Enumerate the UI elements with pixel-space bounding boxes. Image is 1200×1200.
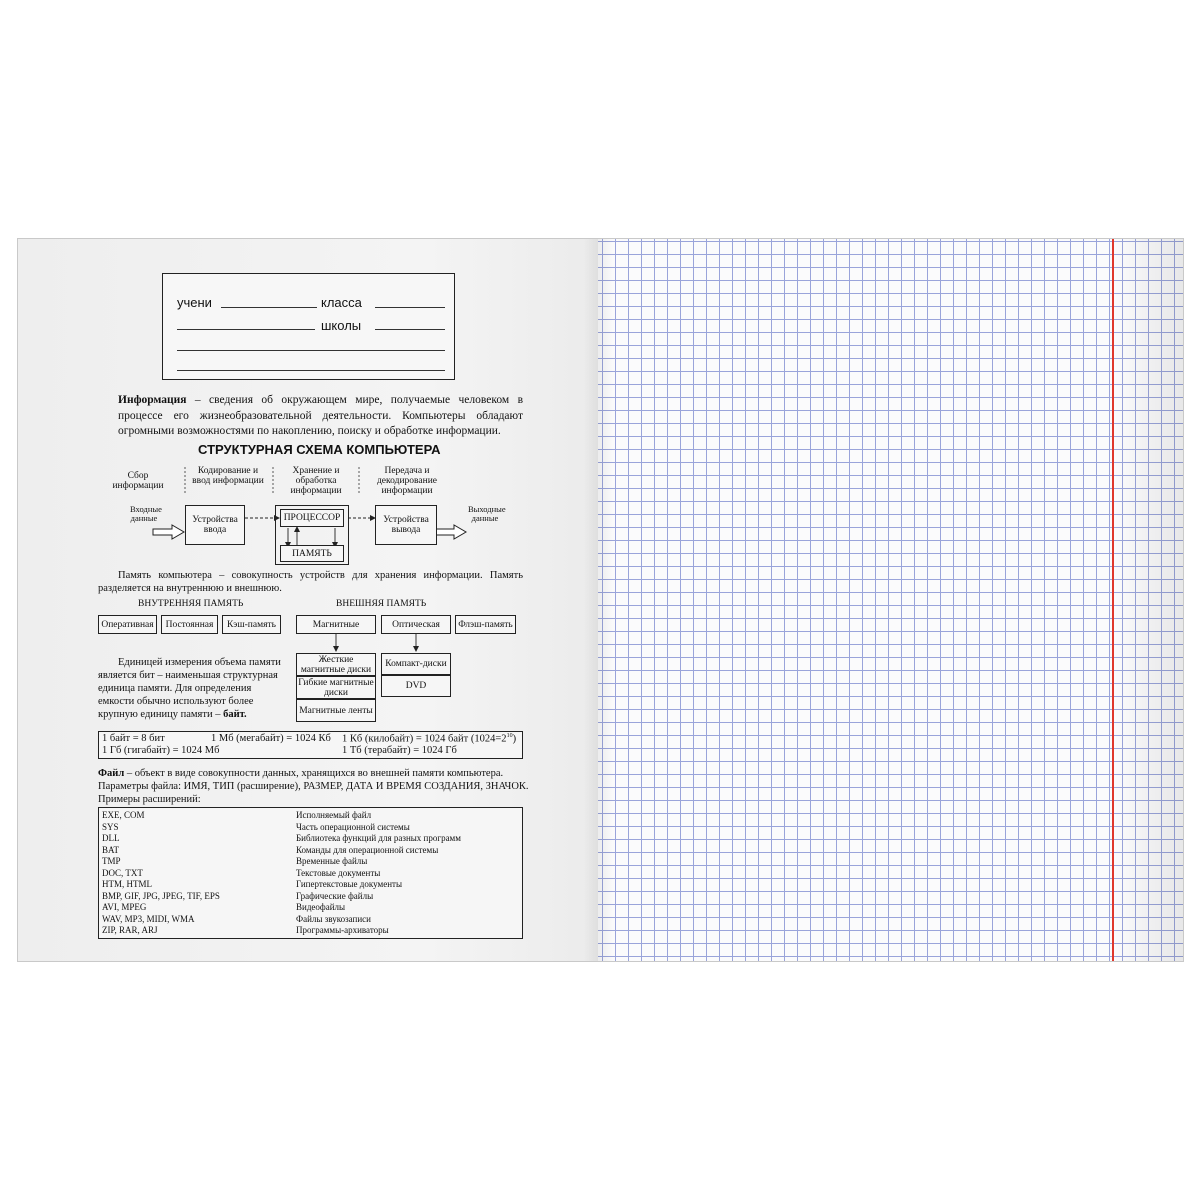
extension-name: DLL (102, 833, 120, 843)
internal-memory-ram: Оперативная (98, 615, 157, 634)
internal-memory-title: ВНУТРЕННЯЯ ПАМЯТЬ (138, 599, 244, 609)
extension-description: Часть операционной системы (296, 821, 410, 832)
magnetic-hard-disks: Жесткие магнитные диски (296, 653, 376, 676)
intro-term: Информация (118, 394, 187, 406)
school-label: школы (321, 318, 362, 333)
extension-row (102, 868, 521, 879)
extension-description: Программы-архиваторы (296, 925, 389, 935)
file-text: – объект в виде совокупности данных, хранящихся во внешней памяти компьютера. (124, 768, 504, 779)
extension-name: EXE, COM (102, 810, 145, 820)
extension-row (102, 925, 521, 936)
conv-byte: 1 байт = 8 бит (102, 733, 165, 744)
extension-row (102, 810, 521, 821)
extension-row (102, 891, 521, 902)
extension-description: Графические файлы (296, 890, 374, 901)
extension-name: BAT (102, 844, 120, 855)
conversion-box (98, 731, 523, 759)
extension-name: HTM, HTML (102, 879, 152, 889)
graph-grid (598, 239, 1183, 961)
unit-text: Единицей измерения объема памяти является бит – наименьшая структурная единица памяти. Для определения емкости обычно используют более крупную единицу памяти – (98, 657, 281, 720)
file-definition (98, 767, 528, 780)
stage-store: Хранение и обработка информации (290, 466, 342, 496)
unit-bold: байт. (223, 709, 247, 720)
extension-name: AVI, MPEG (102, 902, 147, 912)
intro-text: – сведения об окружающем мире, получаемые человеком в процессе его жизнеобразовательной деятельности. Компьютеры обладают огромными возможностями по накоплению, поиску и обработке информации. (118, 394, 523, 437)
magnetic-floppy-disks: Гибкие магнитные диски (296, 676, 376, 699)
file-paragraph (98, 767, 528, 806)
extension-name: ZIP, RAR, ARJ (102, 925, 158, 935)
extension-description: Команды для операционной системы (296, 844, 439, 855)
extension-name: WAV, MP3, MIDI, WMA (102, 913, 195, 924)
stage-encode: Кодирование и ввод информации (192, 466, 264, 486)
extension-name: BMP, GIF, JPG, JPEG, TIF, EPS (102, 890, 220, 901)
extension-name: DOC, TXT (102, 867, 143, 878)
stage-transfer: Передача и декодирование информации (376, 466, 438, 496)
extension-description: Гипертекстовые документы (296, 879, 402, 889)
red-margin-line (1112, 239, 1114, 961)
input-device-box: Устройства ввода (185, 505, 245, 545)
conv-gb: 1 Гб (гигабайт) = 1024 Мб (102, 745, 220, 756)
extension-name: SYS (102, 821, 119, 832)
external-memory-flash: Флэш-память (455, 615, 516, 634)
extension-row (102, 902, 521, 913)
internal-memory-rom: Постоянная (161, 615, 218, 634)
output-device-box: Устройства вывода (375, 505, 437, 545)
extension-name: TMP (102, 856, 121, 866)
extension-description: Временные файлы (296, 856, 368, 866)
magnetic-tapes: Магнитные ленты (296, 699, 376, 722)
external-memory-magnetic: Магнитные (296, 615, 376, 634)
extension-description: Видеофайлы (296, 902, 346, 912)
external-memory-title: ВНЕШНЯЯ ПАМЯТЬ (336, 599, 427, 609)
file-params: Параметры файла: ИМЯ, ТИП (расширение), РАЗМЕР, ДАТА И ВРЕМЯ СОЗДАНИЯ, ЗНАЧОК. (98, 781, 529, 792)
stage-collect: Сбор информации (112, 471, 164, 491)
extension-row (102, 914, 521, 925)
scheme-title: СТРУКТУРНАЯ СХЕМА КОМПЬЮТЕРА (198, 442, 441, 457)
class-label: класса (321, 295, 362, 310)
extensions-rows (102, 810, 521, 938)
file-term: Файл (98, 768, 125, 779)
extension-description: Библиотека функций для разных программ (296, 833, 461, 843)
output-data-label: Выходные данные (468, 504, 506, 523)
extension-description: Исполняемый файл (296, 810, 372, 820)
input-data-label: Входные данные (130, 504, 162, 523)
memory-arrows (18, 239, 598, 659)
extension-row (102, 856, 521, 867)
extension-row (102, 822, 521, 833)
optical-dvd: DVD (381, 675, 451, 697)
conv-tb: 1 Тб (терабайт) = 1024 Гб (342, 745, 457, 756)
memory-paragraph: Память компьютера – совокупность устройств для хранения информации. Память разделяется на внутреннюю и внешнюю. (98, 570, 523, 594)
notebook-spread (17, 238, 1184, 962)
graph-paper-page (598, 239, 1183, 961)
extensions-table (98, 807, 523, 939)
extension-description: Файлы звукозаписи (296, 913, 371, 924)
optical-cd: Компакт-диски (381, 653, 451, 675)
processor-box: ПРОЦЕССОР (280, 509, 344, 527)
file-examples-label: Примеры расширений: (98, 794, 201, 805)
internal-memory-cache: Кэш-память (222, 615, 281, 634)
extension-row (102, 845, 521, 856)
extension-row (102, 833, 521, 844)
conv-mb: 1 Мб (мегабайт) = 1024 Кб (211, 733, 331, 744)
outer-margin-shade (1114, 239, 1183, 961)
extension-description: Текстовые документы (296, 867, 381, 878)
unit-paragraph (98, 656, 283, 721)
center-fold (584, 239, 614, 961)
memory-box: ПАМЯТЬ (280, 545, 344, 562)
conv-kb: 1 Кб (килобайт) = 1024 байт $(1024=2^{10})$ (342, 733, 517, 745)
student-label: учени (177, 295, 212, 310)
external-memory-optical: Оптическая (381, 615, 451, 634)
extension-row (102, 879, 521, 890)
reference-page (18, 239, 598, 961)
